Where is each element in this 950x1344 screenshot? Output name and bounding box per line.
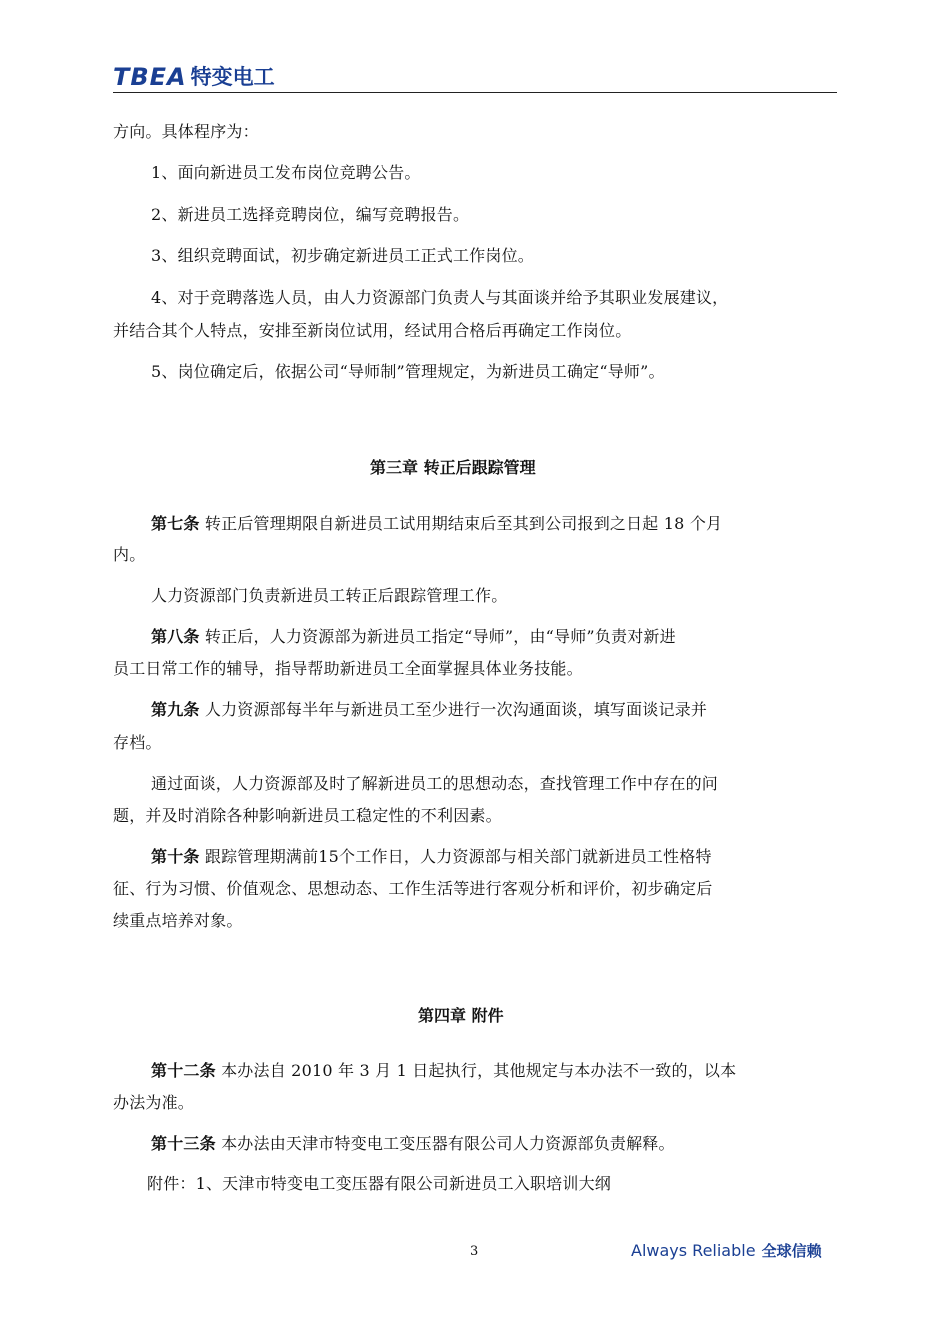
slogan-english: Always Reliable xyxy=(631,1241,756,1260)
tbea-logo xyxy=(113,64,275,90)
page-header xyxy=(113,64,837,94)
list-item: 2、新进员工选择竞聘岗位，编写竞聘报告。 xyxy=(151,205,470,224)
article-text: 本办法由天津市特变电工变压器有限公司人力资源部负责解释。 xyxy=(215,1134,675,1153)
header-rule xyxy=(113,92,837,93)
paragraph-line: 人力资源部门负责新进员工转正后跟踪管理工作。 xyxy=(151,586,508,605)
logo-latin-text: TBEA xyxy=(113,63,187,91)
article-text: 人力资源部每半年与新进员工至少进行一次沟通面谈，填写面谈记录并 xyxy=(199,700,708,719)
article-12 xyxy=(151,1061,736,1081)
slogan-chinese: 全球信赖 xyxy=(761,1242,822,1260)
article-label: 第十三条 xyxy=(151,1134,216,1153)
article-text: 本办法自 2010 年 3 月 1 日起执行，其他规定与本办法不一致的，以本 xyxy=(215,1061,737,1080)
paragraph-line: 通过面谈，人力资源部及时了解新进员工的思想动态，查找管理工作中存在的问 xyxy=(151,774,719,793)
chapter-heading: 第三章 转正后跟踪管理 xyxy=(370,458,536,477)
article-text: 转正后，人力资源部为新进员工指定“导师”，由“导师”负责对新进 xyxy=(199,627,676,646)
article-continuation: 征、行为习惯、价值观念、思想动态、工作生活等进行客观分析和评价，初步确定后 xyxy=(113,879,713,898)
chapter-heading: 第四章 附件 xyxy=(418,1006,504,1025)
article-10 xyxy=(151,847,712,867)
list-item: 3、组织竞聘面试，初步确定新进员工正式工作岗位。 xyxy=(151,246,534,265)
page-number: 3 xyxy=(470,1244,479,1259)
article-continuation: 办法为准。 xyxy=(113,1093,195,1112)
article-label: 第七条 xyxy=(151,514,200,533)
attachment-line: 附件：1、天津市特变电工变压器有限公司新进员工入职培训大纲 xyxy=(147,1174,611,1193)
list-item-continuation: 并结合其个人特点，安排至新岗位试用，经试用合格后再确定工作岗位。 xyxy=(113,321,632,340)
footer-slogan xyxy=(631,1240,822,1261)
article-label: 第十条 xyxy=(151,847,200,866)
article-text: 转正后管理期限自新进员工试用期结束后至其到公司报到之日起 18 个月 xyxy=(199,514,723,533)
article-text: 跟踪管理期满前15个工作日，人力资源部与相关部门就新进员工性格特 xyxy=(199,847,712,866)
article-continuation: 员工日常工作的辅导，指导帮助新进员工全面掌握具体业务技能。 xyxy=(113,659,583,678)
article-continuation: 续重点培养对象。 xyxy=(113,911,243,930)
article-label: 第八条 xyxy=(151,627,200,646)
article-8 xyxy=(151,627,676,647)
logo-chinese-text: 特变电工 xyxy=(190,65,275,89)
list-item: 1、面向新进员工发布岗位竞聘公告。 xyxy=(151,163,421,182)
paragraph-line: 方向。具体程序为： xyxy=(113,122,259,141)
article-continuation: 内。 xyxy=(113,545,146,564)
article-7 xyxy=(151,514,722,534)
article-label: 第九条 xyxy=(151,700,200,719)
list-item: 5、岗位确定后，依据公司“导师制”管理规定，为新进员工确定“导师”。 xyxy=(151,362,665,381)
article-9 xyxy=(151,700,707,720)
list-item: 4、对于竞聘落选人员，由人力资源部门负责人与其面谈并给予其职业发展建议， xyxy=(151,288,729,307)
article-continuation: 存档。 xyxy=(113,733,162,752)
paragraph-line: 题，并及时消除各种影响新进员工稳定性的不利因素。 xyxy=(113,806,502,825)
article-label: 第十二条 xyxy=(151,1061,216,1080)
article-13 xyxy=(151,1134,675,1154)
